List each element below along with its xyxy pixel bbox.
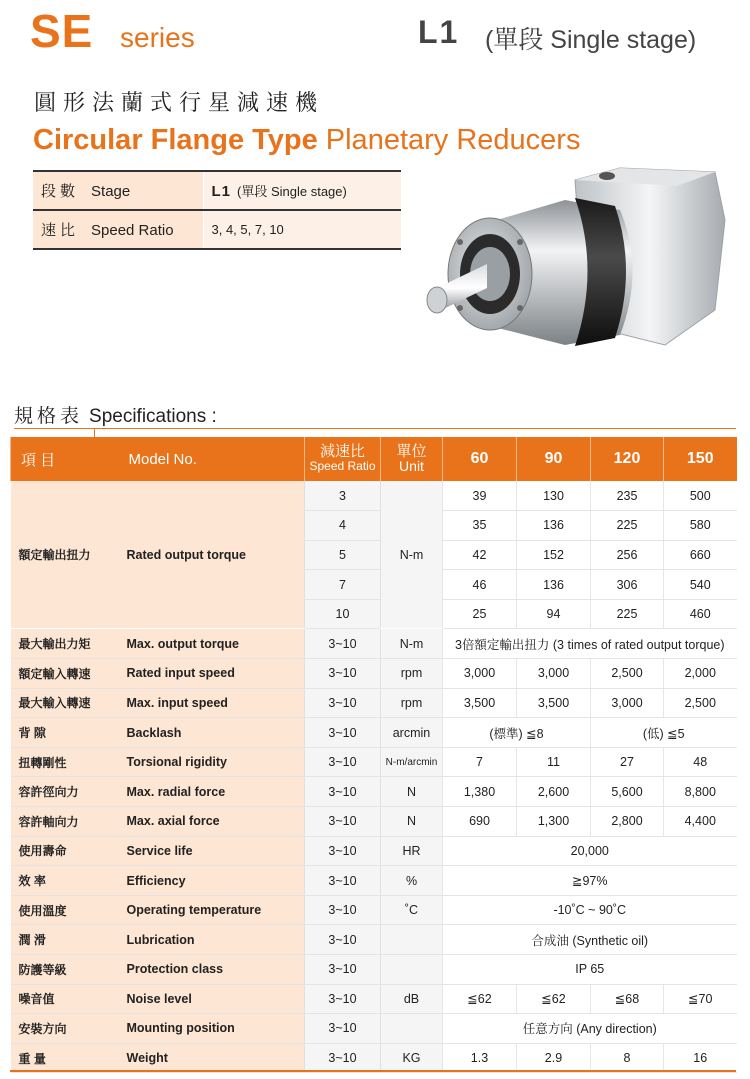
value-cell: ≦70	[664, 984, 737, 1014]
planetary-reducer-image	[415, 160, 735, 390]
table-row	[11, 866, 737, 896]
row-label-en: Service life	[119, 836, 305, 866]
span-value-cell: 20,000	[443, 836, 737, 866]
unit-cell	[381, 1014, 443, 1044]
table-row	[11, 1014, 737, 1044]
ratio-row	[33, 210, 401, 249]
stage-value	[203, 171, 401, 210]
value-cell: 2,500	[591, 659, 664, 689]
value-cell: 11	[517, 747, 591, 777]
row-label-en: Rated input speed	[119, 659, 305, 689]
header-model: Model No.	[119, 437, 305, 481]
unit-cell: N	[381, 777, 443, 807]
header-unit	[381, 437, 443, 481]
row-label-en: Noise level	[119, 984, 305, 1014]
value-cell: 25	[443, 599, 517, 629]
value-cell: 660	[664, 540, 737, 570]
value-cell: 136	[517, 511, 591, 541]
row-label-zh: 額定輸入轉速	[11, 659, 119, 689]
value-cell: 1.3	[443, 1043, 517, 1073]
value-cell: 152	[517, 540, 591, 570]
header-size-90: 90	[517, 437, 591, 481]
row-label-en: Max. output torque	[119, 629, 305, 659]
unit-cell: %	[381, 866, 443, 896]
row-label-en: Protection class	[119, 955, 305, 985]
specifications-heading	[14, 401, 217, 428]
row-label-zh: 使用壽命	[11, 836, 119, 866]
header-ratio	[305, 437, 381, 481]
value-cell: 16	[664, 1043, 737, 1073]
table-row	[11, 747, 737, 777]
row-label-en: Rated output torque	[119, 481, 305, 629]
value-cell: 42	[443, 540, 517, 570]
ratio-cell: 3~10	[305, 866, 381, 896]
value-cell: 5,600	[591, 777, 664, 807]
unit-cell: rpm	[381, 659, 443, 689]
row-label-zh: 潤 滑	[11, 925, 119, 955]
value-cell: 39	[443, 481, 517, 511]
unit-cell: rpm	[381, 688, 443, 718]
ratio-cell: 3~10	[305, 836, 381, 866]
ratio-cell: 4	[305, 511, 381, 541]
row-label-en: Mounting position	[119, 1014, 305, 1044]
heading-rule-tick	[94, 428, 95, 437]
specifications-table	[10, 437, 737, 1073]
row-label-en: Max. radial force	[119, 777, 305, 807]
value-cell: 136	[517, 570, 591, 600]
unit-cell: N-m	[381, 629, 443, 659]
row-label-en: Max. input speed	[119, 688, 305, 718]
value-cell: 2,800	[591, 807, 664, 837]
brand-title: SE	[30, 5, 94, 57]
specifications-heading-en: Specifications :	[89, 406, 217, 427]
span-value-cell: IP 65	[443, 955, 737, 985]
backlash-standard-cell: (標準) ≦8	[443, 718, 591, 748]
ratio-cell: 3~10	[305, 659, 381, 689]
specifications-heading-zh: 規格表	[14, 406, 84, 427]
header-unit-en: Unit	[399, 458, 424, 474]
ratio-cell: 7	[305, 570, 381, 600]
row-label-en: Operating temperature	[119, 895, 305, 925]
ratio-cell: 3~10	[305, 629, 381, 659]
row-label-zh: 噪音值	[11, 984, 119, 1014]
stage-value-code: L1	[211, 183, 232, 200]
mounting-hole	[599, 172, 615, 180]
row-label-zh: 最大輸出力矩	[11, 629, 119, 659]
row-label-en: Torsional rigidity	[119, 747, 305, 777]
value-cell: 3,500	[517, 688, 591, 718]
ratio-cell: 10	[305, 599, 381, 629]
unit-cell: arcmin	[381, 718, 443, 748]
ratio-cell: 3~10	[305, 1043, 381, 1073]
value-cell: 460	[664, 599, 737, 629]
value-cell: 580	[664, 511, 737, 541]
header-ratio-en: Speed Ratio	[309, 459, 376, 473]
value-cell: 306	[591, 570, 664, 600]
value-cell: 256	[591, 540, 664, 570]
unit-cell	[381, 955, 443, 985]
ratio-cell: 3~10	[305, 925, 381, 955]
row-label-zh: 最大輸入轉速	[11, 688, 119, 718]
header-size-150: 150	[664, 437, 737, 481]
ratio-label-zh: 速比	[41, 222, 80, 239]
ratio-cell: 3	[305, 481, 381, 511]
value-cell: 225	[591, 599, 664, 629]
header-item: 項 目	[11, 437, 119, 481]
table-row	[11, 925, 737, 955]
table-row	[11, 481, 737, 511]
value-cell: 48	[664, 747, 737, 777]
row-label-zh: 背 隙	[11, 718, 119, 748]
flange-bolt-hole	[517, 305, 523, 311]
ratio-label	[33, 210, 203, 249]
table-row	[11, 836, 737, 866]
table-row	[11, 955, 737, 985]
heading-rule	[14, 428, 736, 429]
value-cell: 690	[443, 807, 517, 837]
stage-value-text: (單段 Single stage)	[237, 184, 347, 199]
table-row	[11, 1043, 737, 1073]
value-cell: 3,500	[443, 688, 517, 718]
unit-cell: KG	[381, 1043, 443, 1073]
series-label: series	[120, 22, 195, 53]
title-english	[33, 124, 580, 157]
value-cell: 225	[591, 511, 664, 541]
title-english-bold: Circular Flange Type	[33, 124, 318, 156]
row-label-en: Efficiency	[119, 866, 305, 896]
span-value-cell: 任意方向 (Any direction)	[443, 1014, 737, 1044]
value-cell: 3,000	[443, 659, 517, 689]
value-cell: 2,600	[517, 777, 591, 807]
row-label-zh: 容許軸向力	[11, 807, 119, 837]
span-value-cell: -10˚C ~ 90˚C	[443, 895, 737, 925]
header-unit-zh: 單位	[396, 443, 427, 460]
row-label-zh: 防護等級	[11, 955, 119, 985]
row-label-zh: 額定輸出扭力	[11, 481, 119, 629]
row-label-zh: 扭轉剛性	[11, 747, 119, 777]
row-label-zh: 重 量	[11, 1043, 119, 1073]
ratio-cell: 3~10	[305, 955, 381, 985]
title-chinese: 圓形法蘭式行星減速機	[34, 90, 325, 115]
unit-cell: N	[381, 807, 443, 837]
value-cell: 4,400	[664, 807, 737, 837]
value-cell: 3,000	[591, 688, 664, 718]
ratio-cell: 3~10	[305, 984, 381, 1014]
header-ratio-zh: 減速比	[319, 443, 365, 460]
value-cell: ≦68	[591, 984, 664, 1014]
value-cell: 235	[591, 481, 664, 511]
value-cell: 2.9	[517, 1043, 591, 1073]
span-value-cell: ≧97%	[443, 866, 737, 896]
header-size-120: 120	[591, 437, 664, 481]
ratio-cell: 3~10	[305, 895, 381, 925]
span-value-cell: 3倍額定輸出扭力 (3 times of rated output torque)	[443, 629, 737, 659]
table-row	[11, 718, 737, 748]
value-cell: ≦62	[443, 984, 517, 1014]
ratio-cell: 3~10	[305, 777, 381, 807]
ratio-cell: 3~10	[305, 807, 381, 837]
backlash-low-cell: (低) ≦5	[591, 718, 737, 748]
ratio-cell: 3~10	[305, 747, 381, 777]
header-size-60: 60	[443, 437, 517, 481]
value-cell: 1,380	[443, 777, 517, 807]
value-cell: 130	[517, 481, 591, 511]
value-cell: 2,500	[664, 688, 737, 718]
row-label-zh: 容許徑向力	[11, 777, 119, 807]
table-header-row	[11, 437, 737, 481]
stage-label-zh: 段數	[41, 183, 80, 200]
table-row	[11, 984, 737, 1014]
page-header	[0, 0, 750, 70]
ratio-cell: 3~10	[305, 1014, 381, 1044]
title-english-rest: Planetary Reducers	[317, 124, 581, 156]
value-cell: 1,300	[517, 807, 591, 837]
value-cell: 27	[591, 747, 664, 777]
flange-bolt-hole	[457, 239, 463, 245]
stage-label-en: Stage	[91, 183, 131, 200]
ratio-cell: 5	[305, 540, 381, 570]
value-cell: 7	[443, 747, 517, 777]
stage-code: L1	[418, 14, 460, 50]
value-cell: 46	[443, 570, 517, 600]
value-cell: 35	[443, 511, 517, 541]
ratio-cell: 3~10	[305, 718, 381, 748]
table-row	[11, 688, 737, 718]
stage-row	[33, 171, 401, 210]
value-cell: ≦62	[517, 984, 591, 1014]
row-label-en: Backlash	[119, 718, 305, 748]
shaft-end	[427, 287, 447, 313]
ratio-label-en: Speed Ratio	[91, 222, 174, 239]
table-row	[11, 659, 737, 689]
stage-label	[33, 171, 203, 210]
value-cell: 2,000	[664, 659, 737, 689]
stage-summary-table	[33, 170, 401, 250]
flange-bolt-hole	[457, 305, 463, 311]
row-label-en: Lubrication	[119, 925, 305, 955]
ratio-value: 3, 4, 5, 7, 10	[203, 210, 401, 249]
row-label-zh: 使用溫度	[11, 895, 119, 925]
stage-description: (單段 Single stage)	[485, 26, 697, 54]
ratio-cell: 3~10	[305, 688, 381, 718]
table-row	[11, 777, 737, 807]
span-value-cell: 合成油 (Synthetic oil)	[443, 925, 737, 955]
unit-cell	[381, 925, 443, 955]
value-cell: 500	[664, 481, 737, 511]
row-label-en: Max. axial force	[119, 807, 305, 837]
value-cell: 94	[517, 599, 591, 629]
unit-cell: HR	[381, 836, 443, 866]
value-cell: 3,000	[517, 659, 591, 689]
unit-cell: N-m/arcmin	[381, 747, 443, 777]
unit-cell: ˚C	[381, 895, 443, 925]
flange-bolt-hole	[517, 239, 523, 245]
row-label-zh: 安裝方向	[11, 1014, 119, 1044]
row-label-en: Weight	[119, 1043, 305, 1073]
unit-cell: dB	[381, 984, 443, 1014]
table-row	[11, 895, 737, 925]
table-row	[11, 807, 737, 837]
value-cell: 540	[664, 570, 737, 600]
value-cell: 8	[591, 1043, 664, 1073]
row-label-zh: 效 率	[11, 866, 119, 896]
value-cell: 8,800	[664, 777, 737, 807]
table-bottom-rule	[10, 1070, 736, 1072]
table-row	[11, 629, 737, 659]
unit-cell: N-m	[381, 481, 443, 629]
